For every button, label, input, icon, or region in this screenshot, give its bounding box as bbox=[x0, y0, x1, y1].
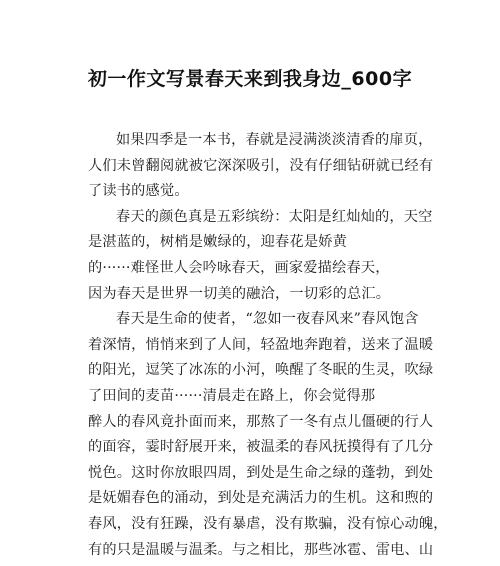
paragraph-line: 是妩媚春色的涌动，到处是充满活力的生机。这和煦的 bbox=[88, 490, 434, 507]
paragraph-line: 春天是生命的使者，“忽如一夜春风来”春风饱含 bbox=[116, 311, 419, 328]
paragraph-line: 着深情，悄悄来到了人间，轻盈地奔跑着，送来了温暖 bbox=[88, 336, 434, 353]
paragraph-line: 如果四季是一本书，春就是浸满淡淡清香的扉页， bbox=[116, 132, 433, 148]
paragraph-line: 是湛蓝的，树梢是嫩绿的，迎春花是娇黄 bbox=[88, 234, 347, 251]
paragraph-line: 因为春天是世界一切美的融洽，一切彩的总汇。 bbox=[88, 285, 391, 302]
paragraph-line: 的面容，霎时舒展开来，被温柔的春风抚摸得有了几分 bbox=[88, 439, 434, 456]
paragraph-line: 人们未曾翻阅就被它深深吸引，没有仔细钻研就已经有 bbox=[88, 157, 434, 174]
paragraph-line: 有的只是温暖与温柔。与之相比，那些冰雹、雷电、山 bbox=[88, 541, 434, 558]
paragraph-line: 了田间的麦苗······清晨走在路上，你会觉得那 bbox=[88, 387, 376, 404]
paragraph-line: 的阳光，逗笑了冰冻的小河，唤醒了冬眠的生灵，吹绿 bbox=[88, 362, 434, 379]
paragraph-line: 春天的颜色真是五彩缤纷：太阳是红灿灿的，天空 bbox=[116, 208, 433, 225]
paragraph-line: 醉人的春风竟扑面而来，那熬了一冬有点儿僵硬的行人 bbox=[88, 413, 434, 430]
document-title: 初一作文写景春天来到我身边_600字 bbox=[87, 68, 413, 90]
paragraph-line: 春风，没有狂躁，没有暴虐，没有欺骗，没有惊心动魄， bbox=[88, 515, 448, 532]
paragraph-line: 的······难怪世人会吟咏春天，画家爱描绘春天， bbox=[88, 259, 390, 276]
document-body bbox=[88, 128, 448, 563]
paragraph-line: 了读书的感觉。 bbox=[88, 183, 189, 200]
paragraph-line: 悦色。这时你放眼四周，到处是生命之绿的蓬勃，到处 bbox=[88, 464, 434, 481]
